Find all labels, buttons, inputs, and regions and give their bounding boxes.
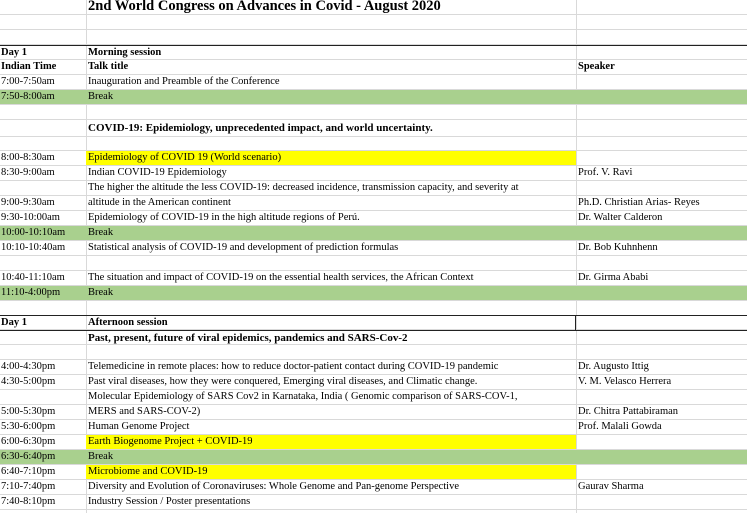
time-cell: 7:50-8:00am <box>1 91 55 102</box>
title-cell: altitude in the American continent <box>88 197 231 208</box>
empty-row <box>0 256 747 271</box>
break-row <box>0 226 747 241</box>
break-row <box>0 286 747 301</box>
session-label: Afternoon session <box>86 316 576 330</box>
title-cell: Break <box>88 91 114 102</box>
column-header-row <box>0 60 747 75</box>
title-cell-highlighted: Epidemiology of COVID 19 (World scenario) <box>86 151 576 165</box>
title-cell: Break <box>88 287 114 298</box>
title-cell: The situation and impact of COVID-19 on the essential health services, the African Context <box>88 272 474 283</box>
empty-row <box>0 30 747 45</box>
time-cell: 7:40-8:10pm <box>1 496 56 507</box>
col-header-time: Indian Time <box>1 61 57 72</box>
title-cell: Industry Session / Poster presentations <box>88 496 251 507</box>
speaker-cell: Prof. V. Ravi <box>578 167 633 178</box>
time-cell: 4:00-4:30pm <box>1 361 56 372</box>
speaker-cell: Ph.D. Christian Arias- Reyes <box>578 197 700 208</box>
title-cell: Past viral diseases, how they were conquered, Emerging viral diseases, and Climatic change. <box>88 376 478 387</box>
section-heading-row <box>0 330 747 345</box>
schedule-row <box>0 181 747 196</box>
day-label: Day 1 <box>1 317 27 328</box>
schedule-row <box>0 271 747 286</box>
afternoon-day-row <box>0 315 747 330</box>
schedule-row <box>0 480 747 495</box>
speaker-cell: Dr. Chitra Pattabiraman <box>578 406 679 417</box>
speaker-cell: V. M. Velasco Herrera <box>578 376 672 387</box>
title-cell: Human Genome Project <box>88 421 190 432</box>
title-cell-highlighted: Earth Biogenome Project + COVID-19 <box>86 435 576 449</box>
title-cell-highlighted: Microbiome and COVID-19 <box>86 465 576 479</box>
time-cell: 9:30-10:00am <box>1 212 60 223</box>
time-cell: 8:00-8:30am <box>1 152 55 163</box>
time-cell: 5:00-5:30pm <box>1 406 56 417</box>
title-cell: Molecular Epidemiology of SARS Cov2 in Karnataka, India ( Genomic comparison of SARS-COV-1, <box>88 391 518 402</box>
schedule-row <box>0 390 747 405</box>
break-row <box>0 90 747 105</box>
break-row <box>0 450 747 465</box>
speaker-cell: Gaurav Sharma <box>578 481 644 492</box>
title-cell: Diversity and Evolution of Coronaviruses: Whole Genome and Pan-genome Perspective <box>88 481 460 492</box>
speaker-cell: Dr. Girma Ababi <box>578 272 649 283</box>
schedule-row <box>0 166 747 181</box>
section-heading: COVID-19: Epidemiology, unprecedented impact, and world uncertainty. <box>88 122 433 134</box>
title-row <box>0 0 747 15</box>
empty-row <box>0 345 747 360</box>
col-header-speaker: Speaker <box>578 61 615 72</box>
title-cell: Break <box>88 451 114 462</box>
time-cell: 4:30-5:00pm <box>1 376 56 387</box>
schedule-row <box>0 465 747 480</box>
title-cell: Telemedicine in remote places: how to reduce doctor-patient contact during COVID-19 pandemic <box>88 361 499 372</box>
time-cell: 10:40-11:10am <box>1 272 65 283</box>
morning-day-row <box>0 45 747 60</box>
title-cell: The higher the altitude the less COVID-19: decreased incidence, transmission capacity, and severity at <box>88 182 519 193</box>
time-cell: 8:30-9:00am <box>1 167 55 178</box>
schedule-row <box>0 211 747 226</box>
schedule-row <box>0 151 747 166</box>
schedule-row <box>0 435 747 450</box>
section-heading-row <box>0 120 747 137</box>
schedule-row <box>0 241 747 256</box>
speaker-cell: Dr. Bob Kuhnhenn <box>578 242 658 253</box>
time-cell: 7:10-7:40pm <box>1 481 56 492</box>
schedule-row <box>0 495 747 510</box>
page-title: 2nd World Congress on Advances in Covid - August 2020 <box>88 0 441 14</box>
time-cell: 11:10-4:00pm <box>1 287 61 298</box>
schedule-row <box>0 375 747 390</box>
schedule-row <box>0 360 747 375</box>
title-cell: Statistical analysis of COVID-19 and development of prediction formulas <box>88 242 399 253</box>
empty-row <box>0 301 747 316</box>
time-cell: 5:30-6:00pm <box>1 421 56 432</box>
schedule-row <box>0 405 747 420</box>
time-cell: 10:10-10:40am <box>1 242 66 253</box>
empty-row <box>0 15 747 30</box>
time-cell: 6:30-6:40pm <box>1 451 56 462</box>
time-cell: 9:00-9:30am <box>1 197 55 208</box>
title-cell: MERS and SARS-COV-2) <box>88 406 201 417</box>
speaker-cell: Prof. Malali Gowda <box>578 421 662 432</box>
section-heading: Past, present, future of viral epidemics, pandemics and SARS-Cov-2 <box>88 332 408 344</box>
speaker-cell: Dr. Walter Calderon <box>578 212 663 223</box>
empty-row <box>0 137 747 151</box>
time-cell: 7:00-7:50am <box>1 76 55 87</box>
time-cell: 6:00-6:30pm <box>1 436 56 447</box>
schedule-row <box>0 196 747 211</box>
empty-row <box>0 105 747 120</box>
col-header-title: Talk title <box>88 61 129 72</box>
time-cell: 6:40-7:10pm <box>1 466 56 477</box>
title-cell: Epidemiology of COVID-19 in the high altitude regions of Perú. <box>88 212 360 223</box>
title-cell: Indian COVID-19 Epidemiology <box>88 167 227 178</box>
title-cell: Inauguration and Preamble of the Conference <box>88 76 280 87</box>
speaker-cell: Dr. Augusto Ittig <box>578 361 649 372</box>
schedule-row <box>0 420 747 435</box>
schedule-row <box>0 75 747 90</box>
title-cell: Break <box>88 227 114 238</box>
session-label: Morning session <box>88 47 162 58</box>
day-label: Day 1 <box>1 47 27 58</box>
time-cell: 10:00-10:10am <box>1 227 66 238</box>
